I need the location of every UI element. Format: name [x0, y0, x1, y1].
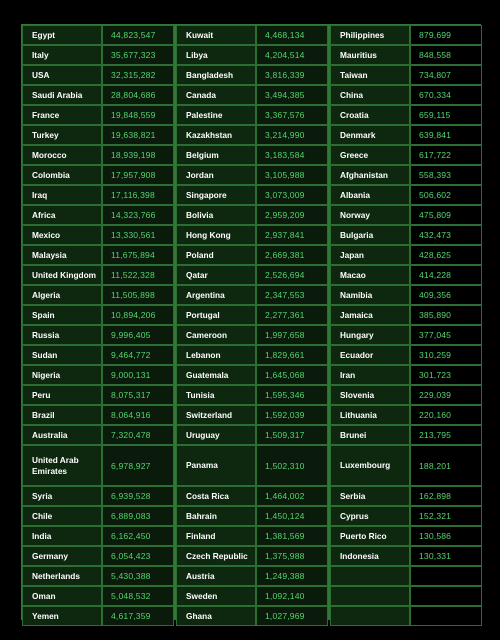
country-value-cell: 558,393	[410, 165, 482, 185]
country-value-cell: 848,558	[410, 45, 482, 65]
country-value-cell: 220,160	[410, 405, 482, 425]
country-value-cell: 4,617,359	[102, 606, 174, 626]
country-name-cell: Australia	[22, 425, 102, 445]
country-name-cell: Czech Republic	[176, 546, 256, 566]
country-value-cell: 6,978,927	[102, 445, 174, 486]
table-column-block	[22, 25, 174, 619]
country-value-cell: 1,450,124	[256, 506, 328, 526]
country-name-cell: USA	[22, 65, 102, 85]
country-name-cell: Netherlands	[22, 566, 102, 586]
country-name-cell: Finland	[176, 526, 256, 546]
country-name-cell: Syria	[22, 486, 102, 506]
country-name-cell: Guatemala	[176, 365, 256, 385]
country-value-cell: 130,331	[410, 546, 482, 566]
country-value-cell: 4,204,514	[256, 45, 328, 65]
country-name-cell: Bulgaria	[330, 225, 410, 245]
country-name-cell: Greece	[330, 145, 410, 165]
country-name-cell: Singapore	[176, 185, 256, 205]
country-value-cell: 3,105,988	[256, 165, 328, 185]
country-name-cell	[330, 566, 410, 586]
country-name-cell: Serbia	[330, 486, 410, 506]
country-name-cell: Costa Rica	[176, 486, 256, 506]
country-name-cell	[330, 606, 410, 626]
country-value-cell: 4,468,134	[256, 25, 328, 45]
country-value-cell: 152,321	[410, 506, 482, 526]
country-name-cell: Iran	[330, 365, 410, 385]
country-name-cell: Japan	[330, 245, 410, 265]
country-value-cell: 3,183,584	[256, 145, 328, 165]
country-value-cell	[410, 566, 482, 586]
country-value-cell: 8,064,916	[102, 405, 174, 425]
country-value-cell: 409,356	[410, 285, 482, 305]
country-value-cell: 13,330,561	[102, 225, 174, 245]
country-name-cell: Brazil	[22, 405, 102, 425]
country-name-cell: Lithuania	[330, 405, 410, 425]
country-name-cell: Jordan	[176, 165, 256, 185]
country-name-cell: Kuwait	[176, 25, 256, 45]
country-name-cell: Brunei	[330, 425, 410, 445]
country-value-cell: 9,000,131	[102, 365, 174, 385]
country-value-cell: 1,375,988	[256, 546, 328, 566]
country-name-cell: Peru	[22, 385, 102, 405]
country-name-cell: Iraq	[22, 185, 102, 205]
country-value-cell: 19,638,821	[102, 125, 174, 145]
country-value-cell: 2,347,553	[256, 285, 328, 305]
country-value-cell: 301,723	[410, 365, 482, 385]
country-name-cell: Hong Kong	[176, 225, 256, 245]
country-value-cell: 35,677,323	[102, 45, 174, 65]
country-value-cell: 3,494,385	[256, 85, 328, 105]
country-name-cell: Malaysia	[22, 245, 102, 265]
country-name-cell: Slovenia	[330, 385, 410, 405]
country-name-cell: Panama	[176, 445, 256, 486]
country-value-cell: 2,526,694	[256, 265, 328, 285]
country-name-cell: Germany	[22, 546, 102, 566]
country-name-cell: Kazakhstan	[176, 125, 256, 145]
country-value-cell: 3,214,990	[256, 125, 328, 145]
country-value-cell: 475,809	[410, 205, 482, 225]
country-value-cell: 7,320,478	[102, 425, 174, 445]
country-value-cell: 3,073,009	[256, 185, 328, 205]
country-name-cell: Poland	[176, 245, 256, 265]
country-name-cell: Jamaica	[330, 305, 410, 325]
country-name-cell: Puerto Rico	[330, 526, 410, 546]
country-name-cell: France	[22, 105, 102, 125]
country-value-cell: 1,027,969	[256, 606, 328, 626]
country-value-cell: 11,505,898	[102, 285, 174, 305]
country-name-cell: Philippines	[330, 25, 410, 45]
country-value-cell: 377,045	[410, 325, 482, 345]
country-value-cell: 2,937,841	[256, 225, 328, 245]
country-name-cell: Oman	[22, 586, 102, 606]
country-name-cell: Taiwan	[330, 65, 410, 85]
country-name-cell: Switzerland	[176, 405, 256, 425]
country-name-cell: Palestine	[176, 105, 256, 125]
country-value-cell: 44,823,547	[102, 25, 174, 45]
country-name-cell: United Arab Emirates	[22, 445, 102, 486]
country-name-cell: Portugal	[176, 305, 256, 325]
country-name-cell: Macao	[330, 265, 410, 285]
country-name-cell: Russia	[22, 325, 102, 345]
country-name-cell: Austria	[176, 566, 256, 586]
country-name-cell: Mauritius	[330, 45, 410, 65]
country-value-cell: 8,075,317	[102, 385, 174, 405]
country-value-cell: 6,054,423	[102, 546, 174, 566]
country-value-cell: 11,522,328	[102, 265, 174, 285]
country-name-cell: Sweden	[176, 586, 256, 606]
country-name-cell: Belgium	[176, 145, 256, 165]
country-value-cell: 32,315,282	[102, 65, 174, 85]
country-name-cell: Afghanistan	[330, 165, 410, 185]
country-name-cell: Bolivia	[176, 205, 256, 225]
country-value-cell: 1,509,317	[256, 425, 328, 445]
country-name-cell: Denmark	[330, 125, 410, 145]
country-name-cell: Libya	[176, 45, 256, 65]
country-value-cell: 162,898	[410, 486, 482, 506]
table-column-block	[328, 25, 482, 619]
country-value-cell: 9,996,405	[102, 325, 174, 345]
country-value-cell: 3,367,576	[256, 105, 328, 125]
country-value-cell: 17,116,398	[102, 185, 174, 205]
country-name-cell: Colombia	[22, 165, 102, 185]
country-name-cell: Luxembourg	[330, 445, 410, 486]
country-value-cell: 10,894,206	[102, 305, 174, 325]
country-value-cell	[410, 586, 482, 606]
country-name-cell: Norway	[330, 205, 410, 225]
country-value-cell: 639,841	[410, 125, 482, 145]
table-column-block	[174, 25, 328, 619]
country-value-cell: 1,381,569	[256, 526, 328, 546]
country-value-cell: 2,959,209	[256, 205, 328, 225]
country-value-cell: 506,602	[410, 185, 482, 205]
country-value-cell	[410, 606, 482, 626]
country-name-cell: Namibia	[330, 285, 410, 305]
country-name-cell	[330, 586, 410, 606]
country-value-cell: 18,939,198	[102, 145, 174, 165]
country-name-cell: Egypt	[22, 25, 102, 45]
country-value-cell: 14,323,766	[102, 205, 174, 225]
country-name-cell: Qatar	[176, 265, 256, 285]
country-name-cell: Yemen	[22, 606, 102, 626]
country-value-cell: 1,595,346	[256, 385, 328, 405]
country-name-cell: Chile	[22, 506, 102, 526]
country-value-cell: 6,889,083	[102, 506, 174, 526]
country-value-cell: 17,957,908	[102, 165, 174, 185]
country-name-cell: Africa	[22, 205, 102, 225]
country-name-cell: India	[22, 526, 102, 546]
country-name-cell: Tunisia	[176, 385, 256, 405]
country-value-cell: 385,890	[410, 305, 482, 325]
country-value-cell: 414,228	[410, 265, 482, 285]
country-value-cell: 670,334	[410, 85, 482, 105]
country-value-cell: 229,039	[410, 385, 482, 405]
country-name-cell: Canada	[176, 85, 256, 105]
country-name-cell: Lebanon	[176, 345, 256, 365]
country-name-cell: Sudan	[22, 345, 102, 365]
country-name-cell: Morocco	[22, 145, 102, 165]
country-name-cell: Argentina	[176, 285, 256, 305]
country-name-cell: China	[330, 85, 410, 105]
country-value-cell: 1,645,068	[256, 365, 328, 385]
country-name-cell: Indonesia	[330, 546, 410, 566]
country-name-cell: Bahrain	[176, 506, 256, 526]
country-value-cell: 1,092,140	[256, 586, 328, 606]
country-name-cell: Cameroon	[176, 325, 256, 345]
country-value-cell: 9,464,772	[102, 345, 174, 365]
country-value-cell: 130,586	[410, 526, 482, 546]
country-value-table	[21, 24, 481, 620]
country-value-cell: 432,473	[410, 225, 482, 245]
country-name-cell: Croatia	[330, 105, 410, 125]
country-value-cell: 1,997,658	[256, 325, 328, 345]
country-name-cell: Ghana	[176, 606, 256, 626]
country-name-cell: Nigeria	[22, 365, 102, 385]
country-name-cell: Mexico	[22, 225, 102, 245]
country-value-cell: 1,592,039	[256, 405, 328, 425]
country-name-cell: Cyprus	[330, 506, 410, 526]
country-name-cell: Bangladesh	[176, 65, 256, 85]
country-value-cell: 1,464,002	[256, 486, 328, 506]
country-value-cell: 5,430,388	[102, 566, 174, 586]
country-name-cell: Spain	[22, 305, 102, 325]
country-value-cell: 5,048,532	[102, 586, 174, 606]
country-value-cell: 28,804,686	[102, 85, 174, 105]
country-value-cell: 1,502,310	[256, 445, 328, 486]
country-value-cell: 617,722	[410, 145, 482, 165]
country-name-cell: Albania	[330, 185, 410, 205]
country-name-cell: Uruguay	[176, 425, 256, 445]
country-name-cell: Italy	[22, 45, 102, 65]
country-value-cell: 428,625	[410, 245, 482, 265]
country-value-cell: 3,816,339	[256, 65, 328, 85]
country-value-cell: 6,939,528	[102, 486, 174, 506]
country-value-cell: 19,848,559	[102, 105, 174, 125]
country-name-cell: Ecuador	[330, 345, 410, 365]
country-value-cell: 188,201	[410, 445, 482, 486]
country-name-cell: United Kingdom	[22, 265, 102, 285]
country-name-cell: Hungary	[330, 325, 410, 345]
country-value-cell: 1,829,661	[256, 345, 328, 365]
country-value-cell: 11,675,894	[102, 245, 174, 265]
country-value-cell: 1,249,388	[256, 566, 328, 586]
country-value-cell: 213,795	[410, 425, 482, 445]
country-name-cell: Algeria	[22, 285, 102, 305]
country-name-cell: Saudi Arabia	[22, 85, 102, 105]
country-value-cell: 659,115	[410, 105, 482, 125]
country-value-cell: 879,699	[410, 25, 482, 45]
country-value-cell: 2,669,381	[256, 245, 328, 265]
country-value-cell: 6,162,450	[102, 526, 174, 546]
country-value-cell: 310,259	[410, 345, 482, 365]
country-value-cell: 734,807	[410, 65, 482, 85]
country-name-cell: Turkey	[22, 125, 102, 145]
country-value-cell: 2,277,361	[256, 305, 328, 325]
